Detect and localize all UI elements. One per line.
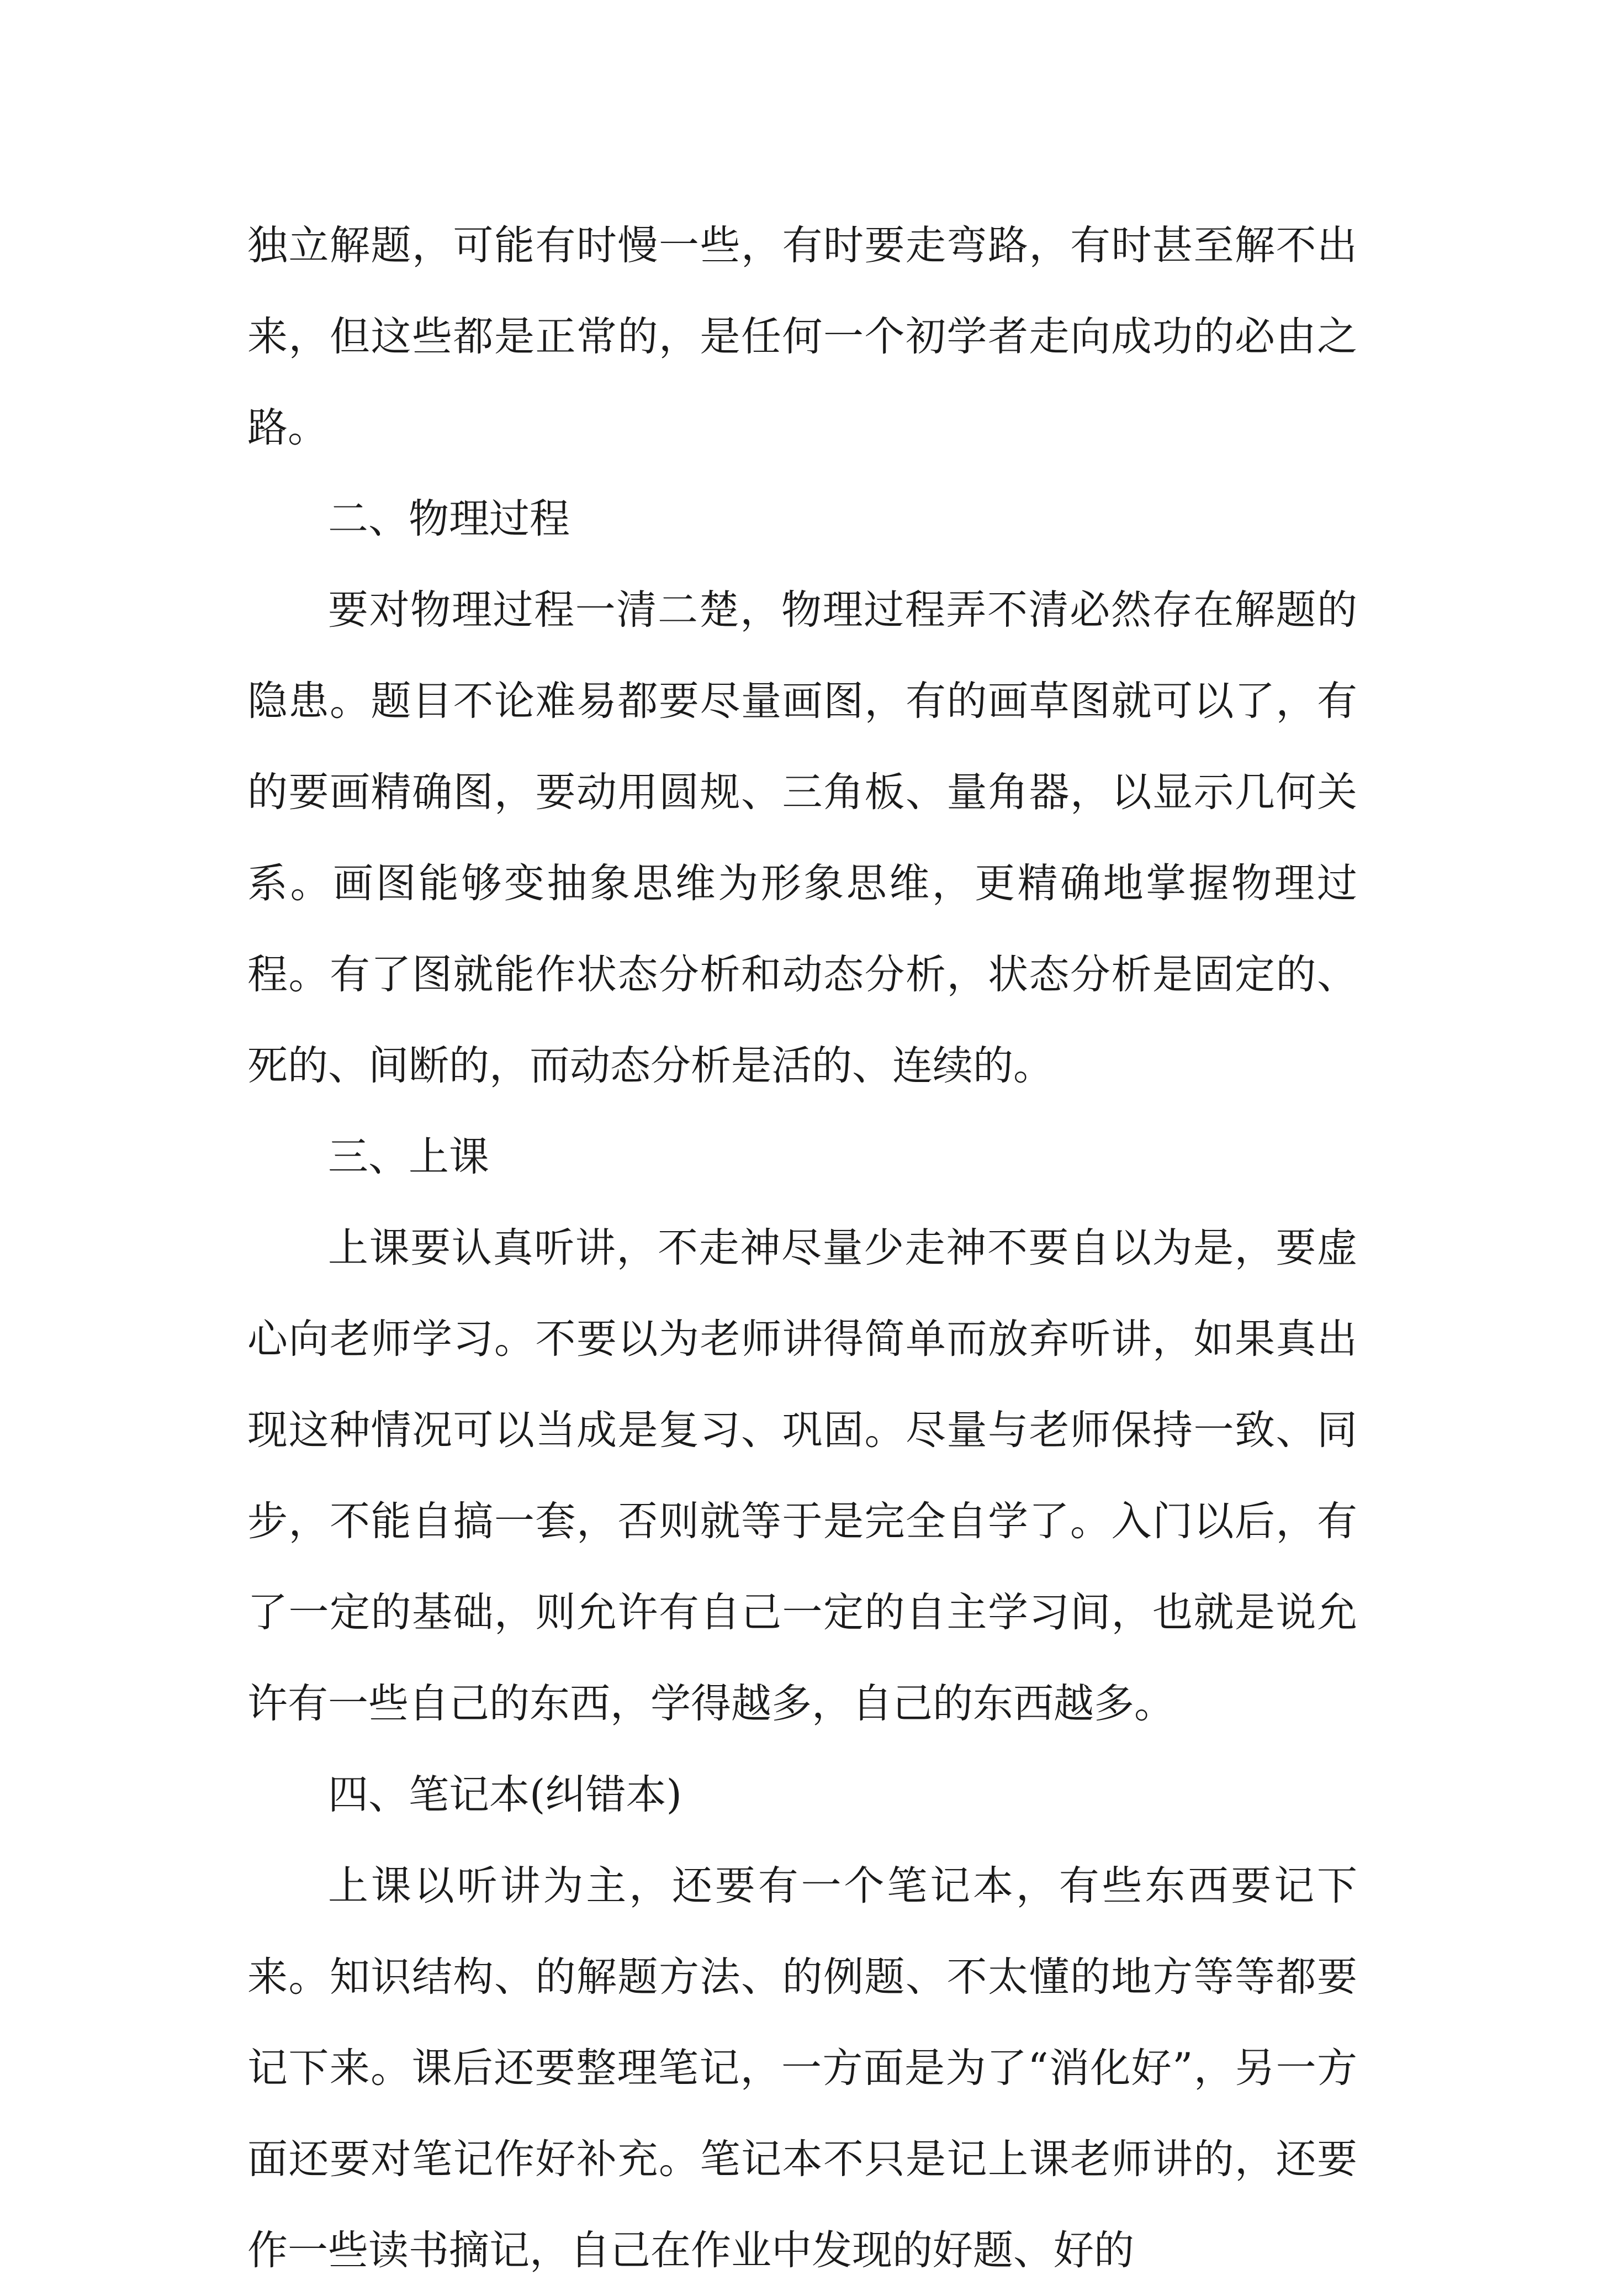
paragraph-continued: 独立解题，可能有时慢一些，有时要走弯路，有时甚至解不出来，但这些都是正常的，是任何一个初学者走向成功的必由之路。 xyxy=(247,222,1357,451)
paragraph: 要对物理过程一清二楚，物理过程弄不清必然存在解题的隐患。题目不论难易都要尽量画图，有的画草图就可以了，有的要画精确图，要动用圆规、三角板、量角器，以显示几何关系。画图能够变抽象思维为形象思维，更精确地掌握物理过程。有了图就能作状态分析和动态分析，状态分析是固定的、死的、间断的，而动态分析是活的、连续的。 xyxy=(247,587,1357,1089)
section-heading: 三、上课 xyxy=(328,1133,489,1180)
paragraph: 上课以听讲为主，还要有一个笔记本，有些东西要记下来。知识结构、的解题方法、的例题、不太懂的地方等等都要记下来。课后还要整理笔记，一方面是为了“消化好”，另一方面还要对笔记作好补充。笔记本不只是记上课老师讲的，还要作一些读书摘记，自己在作业中发现的好题、好的 xyxy=(247,1862,1357,2274)
section-heading: 二、物理过程 xyxy=(328,495,570,542)
section-heading: 四、笔记本(纠错本) xyxy=(328,1771,682,1818)
paragraph: 上课要认真听讲，不走神尽量少走神不要自以为是，要虚心向老师学习。不要以为老师讲得简单而放弃听讲，如果真出现这种情况可以当成是复习、巩固。尽量与老师保持一致、同步，不能自搞一套，否则就等于是完全自学了。入门以后，有了一定的基础，则允许有自己一定的自主学习间，也就是说允许有一些自己的东西，学得越多，自己的东西越多。 xyxy=(247,1224,1357,1727)
document-body xyxy=(247,200,1357,2296)
